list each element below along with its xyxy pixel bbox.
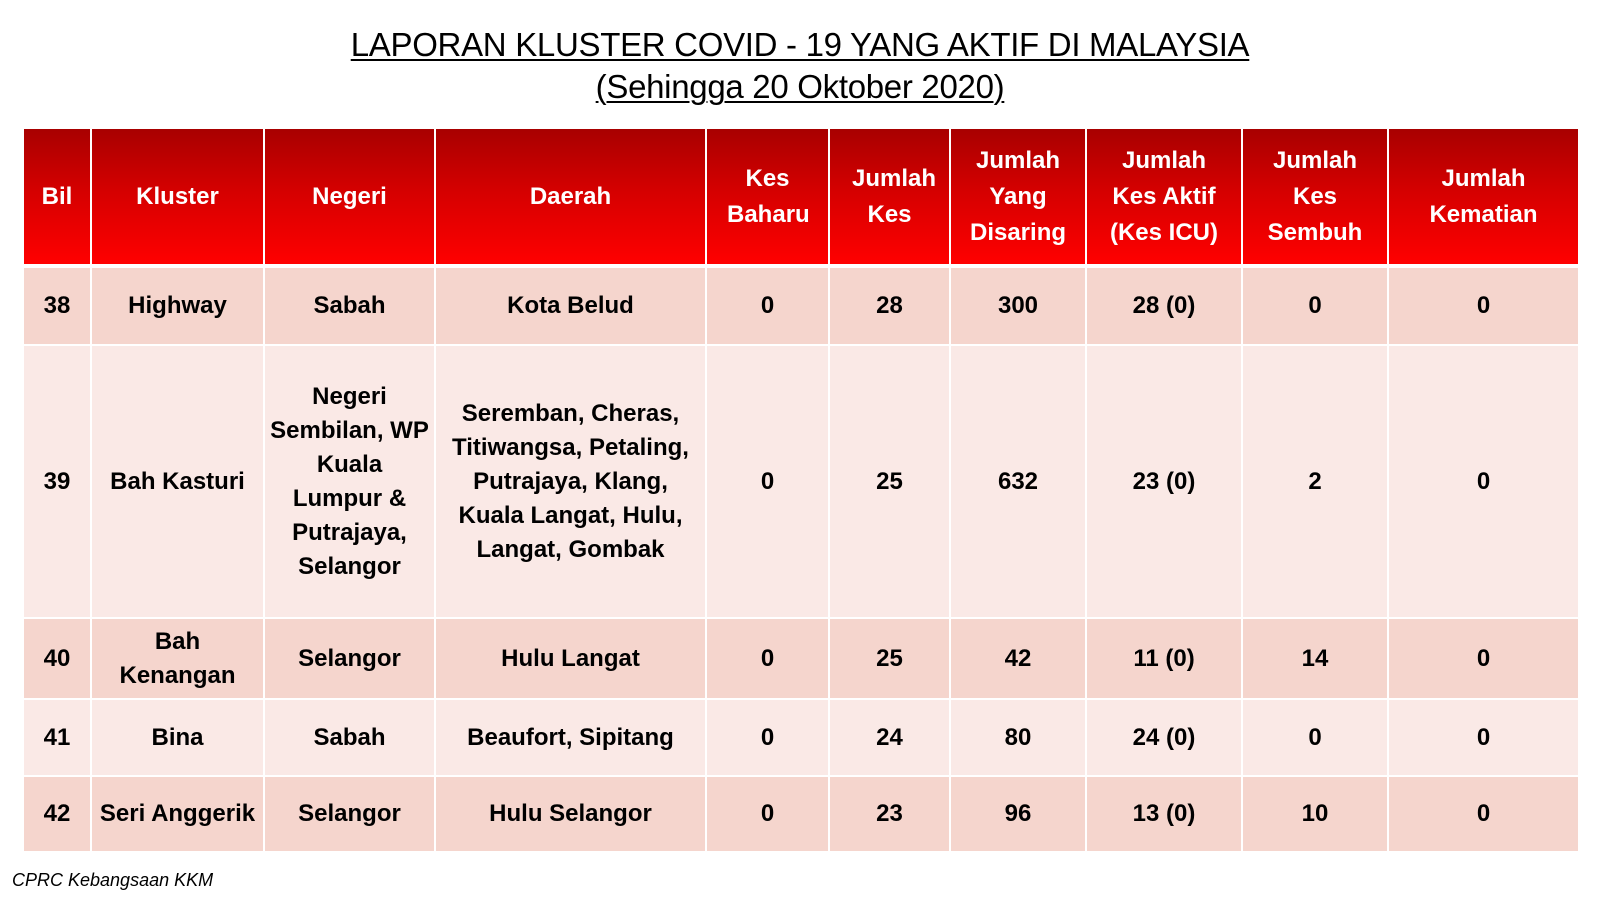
cell-kluster: Seri Anggerik [91, 776, 264, 852]
cell-jumlah-kes: 28 [829, 266, 950, 345]
cell-daerah: Kota Belud [435, 266, 706, 345]
cell-disaring: 80 [950, 699, 1086, 776]
table-row [23, 699, 1579, 776]
cell-negeri: Selangor [264, 776, 435, 852]
cell-kes-baharu: 0 [706, 699, 829, 776]
cell-kes-baharu: 0 [706, 266, 829, 345]
header-daerah: Daerah [435, 128, 706, 266]
cell-kes-baharu: 0 [706, 618, 829, 699]
cell-sembuh: 10 [1242, 776, 1388, 852]
cell-aktif: 24 (0) [1086, 699, 1242, 776]
cell-kluster: Bina [91, 699, 264, 776]
cluster-table-container [22, 127, 1578, 853]
header-kluster: Kluster [91, 128, 264, 266]
cell-kematian: 0 [1388, 618, 1579, 699]
cell-jumlah-kes: 23 [829, 776, 950, 852]
table-header-row [23, 128, 1579, 266]
cell-bil: 40 [23, 618, 91, 699]
cell-kluster: Bah Kasturi [91, 345, 264, 618]
cell-negeri: Sabah [264, 266, 435, 345]
header-kes-baharu: Kes Baharu [706, 128, 829, 266]
header-bil: Bil [23, 128, 91, 266]
header-jumlah-kes-sembuh: Jumlah Kes Sembuh [1242, 128, 1388, 266]
table-row [23, 618, 1579, 699]
cell-kluster: Highway [91, 266, 264, 345]
cell-disaring: 42 [950, 618, 1086, 699]
cell-disaring: 96 [950, 776, 1086, 852]
cell-daerah: Beaufort, Sipitang [435, 699, 706, 776]
cell-negeri: Negeri Sembilan, WP Kuala Lumpur & Putrajaya, Selangor [264, 345, 435, 618]
cell-sembuh: 14 [1242, 618, 1388, 699]
cell-kematian: 0 [1388, 266, 1579, 345]
table-row [23, 776, 1579, 852]
cell-sembuh: 0 [1242, 699, 1388, 776]
cell-bil: 38 [23, 266, 91, 345]
cell-aktif: 28 (0) [1086, 266, 1242, 345]
report-title [0, 24, 1600, 108]
cell-sembuh: 0 [1242, 266, 1388, 345]
source-footer: CPRC Kebangsaan KKM [12, 870, 214, 890]
cell-jumlah-kes: 24 [829, 699, 950, 776]
cell-bil: 41 [23, 699, 91, 776]
cell-jumlah-kes: 25 [829, 618, 950, 699]
cell-disaring: 300 [950, 266, 1086, 345]
cell-jumlah-kes: 25 [829, 345, 950, 618]
cluster-table [22, 127, 1580, 853]
cell-daerah: Hulu Langat [435, 618, 706, 699]
cell-bil: 42 [23, 776, 91, 852]
report-title-line1: LAPORAN KLUSTER COVID - 19 YANG AKTIF DI MALAYSIA [350, 26, 1250, 63]
header-negeri: Negeri [264, 128, 435, 266]
cell-kematian: 0 [1388, 345, 1579, 618]
table-row [23, 345, 1579, 618]
header-jumlah-kematian: Jumlah Kematian [1388, 128, 1579, 266]
cell-bil: 39 [23, 345, 91, 618]
cell-kematian: 0 [1388, 699, 1579, 776]
cell-negeri: Sabah [264, 699, 435, 776]
report-title-line2: (Sehingga 20 Oktober 2020) [595, 68, 1005, 105]
cell-kes-baharu: 0 [706, 345, 829, 618]
header-jumlah-kes: Jumlah Kes [829, 128, 950, 266]
cell-daerah: Seremban, Cheras, Titiwangsa, Petaling, Putrajaya, Klang, Kuala Langat, Hulu, Langat, Gombak [435, 345, 706, 618]
cell-aktif: 11 (0) [1086, 618, 1242, 699]
cell-daerah: Hulu Selangor [435, 776, 706, 852]
cell-kes-baharu: 0 [706, 776, 829, 852]
header-jumlah-disaring: Jumlah Yang Disaring [950, 128, 1086, 266]
cell-aktif: 23 (0) [1086, 345, 1242, 618]
cell-sembuh: 2 [1242, 345, 1388, 618]
cell-aktif: 13 (0) [1086, 776, 1242, 852]
cell-kematian: 0 [1388, 776, 1579, 852]
header-jumlah-kes-aktif: Jumlah Kes Aktif (Kes ICU) [1086, 128, 1242, 266]
table-row [23, 266, 1579, 345]
cell-kluster: Bah Kenangan [91, 618, 264, 699]
cell-negeri: Selangor [264, 618, 435, 699]
cell-disaring: 632 [950, 345, 1086, 618]
